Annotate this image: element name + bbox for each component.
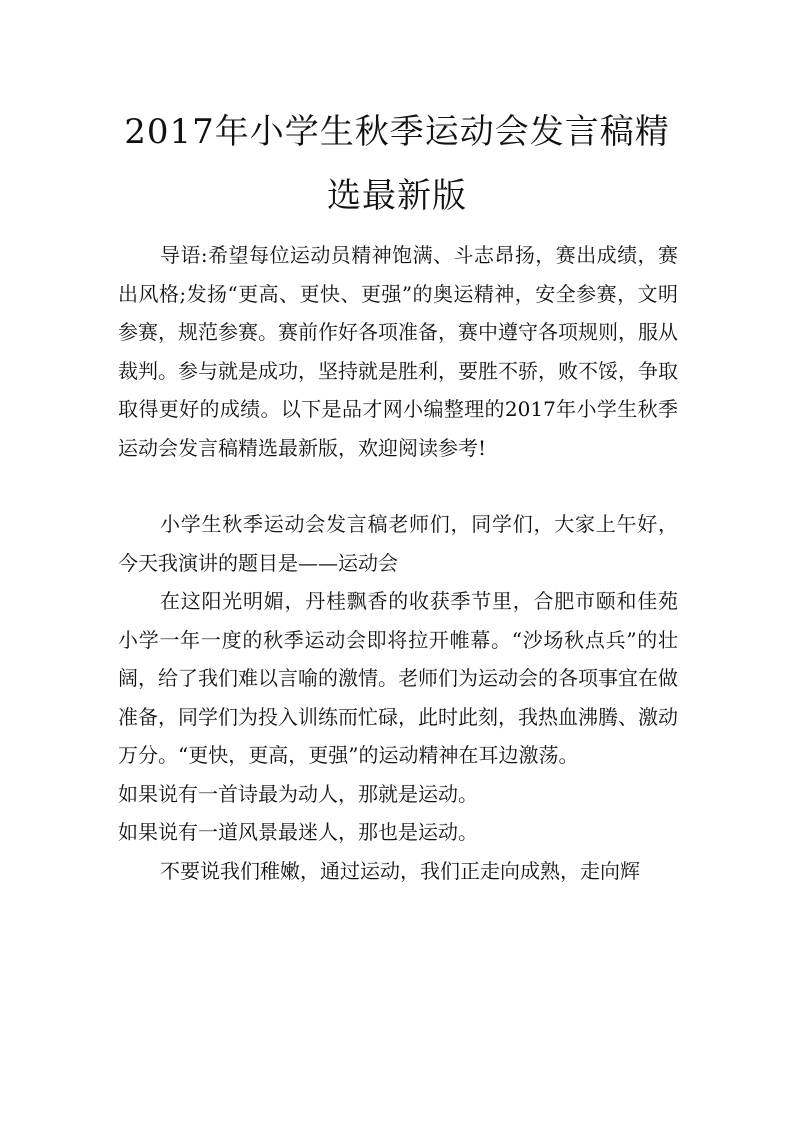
document-body [118, 236, 678, 890]
speech-line-scenery: 如果说有一道风景最迷人，那也是运动。 [118, 820, 478, 844]
speech-paragraph-scene: 在这阳光明媚，丹桂飘香的收获季节里，合肥市颐和佳苑小学一年一度的秋季运动会即将拉开帷幕。“沙场秋点兵”的壮阔，给了我们难以言喻的激情。老师们为运动会的各项事宜在做准备，同学们为投入训练而忙碌，此时此刻，我热血沸腾、激动万分。“更快，更高，更强”的运动精神在耳边激荡。 [118, 589, 678, 767]
speech-opening-paragraph: 小学生秋季运动会发言稿老师们，同学们，大家上午好，今天我演讲的题目是——运动会 [118, 512, 678, 575]
speech-line-poem: 如果说有一首诗最为动人，那就是运动。 [118, 781, 478, 806]
paragraph-spacer [118, 467, 678, 505]
speech-paragraph-growth: 不要说我们稚嫩，通过运动，我们正走向成熟，走向辉 [160, 858, 640, 883]
document-title: 2017年小学生秋季运动会发言稿精选最新版 [124, 112, 670, 216]
intro-paragraph: 导语:希望每位运动员精神饱满、斗志昂扬，赛出成绩，赛出风格;发扬“更高、更快、更强”的奥运精神，安全参赛，文明参赛，规范参赛。赛前作好各项准备，赛中遵守各项规则，服从裁判。参与就是成功，坚持就是胜利，要胜不骄，败不馁，争取取得更好的成绩。以下是品才网小编整理的2017年小学生秋季运动会发言稿精选最新版，欢迎阅读参考! [118, 243, 678, 460]
